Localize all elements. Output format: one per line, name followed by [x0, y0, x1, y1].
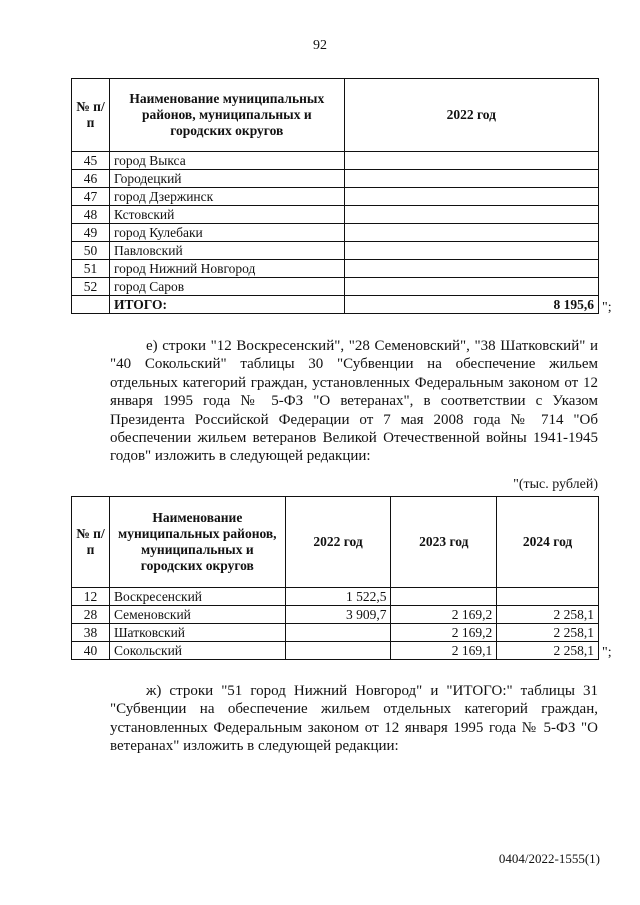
- row-value: [344, 170, 598, 188]
- row-name: город Выкса: [109, 152, 344, 170]
- row-2022: 1 522,5: [285, 588, 391, 606]
- row-value: [344, 188, 598, 206]
- row-2022: 3 909,7: [285, 606, 391, 624]
- row-num: 50: [72, 242, 110, 260]
- paragraph-e: [110, 337, 598, 466]
- row-value: [344, 224, 598, 242]
- total-value: 8 195,6: [344, 296, 598, 314]
- header-name: Наименование муниципальных районов, муниципальных и городских округов: [109, 497, 285, 588]
- row-2024: 2 258,1: [497, 642, 599, 660]
- row-name: город Дзержинск: [109, 188, 344, 206]
- paragraph-e-text: е) строки "12 Воскресенский", "28 Семеновский", "38 Шатковский" и "40 Сокольский" таблицы 30 "Субвенции на обеспечение жильем отдельных категорий граждан, установленных Федеральным законом от 12 января 1995 года № 5-ФЗ "О ветеранах", в соответствии с Указом Президента Российской Федерации от 7 мая 2008 года № 714 "Об обеспечении жильем ветеранов Великой Отечественной войны 1941-1945 годов" изложить в следующей редакции:: [110, 338, 598, 465]
- row-2023: 2 169,1: [391, 642, 497, 660]
- table-row: [72, 606, 599, 624]
- row-num: 48: [72, 206, 110, 224]
- table-row: [72, 588, 599, 606]
- row-value: [344, 152, 598, 170]
- table-row: [72, 260, 599, 278]
- total-label: ИТОГО:: [109, 296, 344, 314]
- row-num: 49: [72, 224, 110, 242]
- row-name: Сокольский: [109, 642, 285, 660]
- row-num: 51: [72, 260, 110, 278]
- subvention-table-30: [71, 496, 599, 660]
- row-2024: 2 258,1: [497, 624, 599, 642]
- row-2024: [497, 588, 599, 606]
- header-num: № п/п: [72, 497, 110, 588]
- row-name: Павловский: [109, 242, 344, 260]
- header-year-2023: 2023 год: [391, 497, 497, 588]
- row-2023: [391, 588, 497, 606]
- row-value: [344, 242, 598, 260]
- row-value: [344, 206, 598, 224]
- header-name: Наименование муниципальных районов, муниципальных и городских округов: [109, 79, 344, 152]
- page-number: 92: [313, 38, 327, 53]
- row-num: 45: [72, 152, 110, 170]
- row-value: [344, 260, 598, 278]
- row-name: Шатковский: [109, 624, 285, 642]
- row-2022: [285, 642, 391, 660]
- table-row: [72, 170, 599, 188]
- row-2023: 2 169,2: [391, 606, 497, 624]
- table-row: [72, 624, 599, 642]
- table-header-row: [72, 497, 599, 588]
- table-row: [72, 188, 599, 206]
- row-num: 40: [72, 642, 110, 660]
- units-note: "(тыс. рублей): [513, 477, 598, 492]
- row-num: 52: [72, 278, 110, 296]
- table-row: [72, 206, 599, 224]
- row-name: город Саров: [109, 278, 344, 296]
- header-year-2024: 2024 год: [497, 497, 599, 588]
- row-2024: 2 258,1: [497, 606, 599, 624]
- row-name: Кстовский: [109, 206, 344, 224]
- row-num: 28: [72, 606, 110, 624]
- closing-quote: ";: [602, 300, 612, 315]
- row-name: город Кулебаки: [109, 224, 344, 242]
- row-num: 47: [72, 188, 110, 206]
- table-row: [72, 152, 599, 170]
- table-row: [72, 278, 599, 296]
- paragraph-zh-text: ж) строки "51 город Нижний Новгород" и "ИТОГО:" таблицы 31 "Субвенции на обеспечение жильем отдельных категорий граждан, установленных Федеральным законом от 12 января 1995 года № 5-ФЗ "О ветеранах" изложить в следующей редакции:: [110, 683, 598, 755]
- table-row: [72, 642, 599, 660]
- header-num: № п/п: [72, 79, 110, 152]
- header-year-2022: 2022 год: [344, 79, 598, 152]
- row-name: город Нижний Новгород: [109, 260, 344, 278]
- row-num: 12: [72, 588, 110, 606]
- row-name: Городецкий: [109, 170, 344, 188]
- row-num: 38: [72, 624, 110, 642]
- table-row: [72, 242, 599, 260]
- row-value: [344, 278, 598, 296]
- row-2023: 2 169,2: [391, 624, 497, 642]
- closing-quote: ";: [602, 645, 612, 660]
- table-row: [72, 224, 599, 242]
- subvention-table-top: [71, 78, 599, 314]
- row-name: Семеновский: [109, 606, 285, 624]
- row-name: Воскресенский: [109, 588, 285, 606]
- row-2022: [285, 624, 391, 642]
- paragraph-zh: [110, 682, 598, 756]
- header-year-2022: 2022 год: [285, 497, 391, 588]
- table-header-row: [72, 79, 599, 152]
- document-code: 0404/2022-1555(1): [498, 851, 600, 866]
- row-num: 46: [72, 170, 110, 188]
- total-row: [72, 296, 599, 314]
